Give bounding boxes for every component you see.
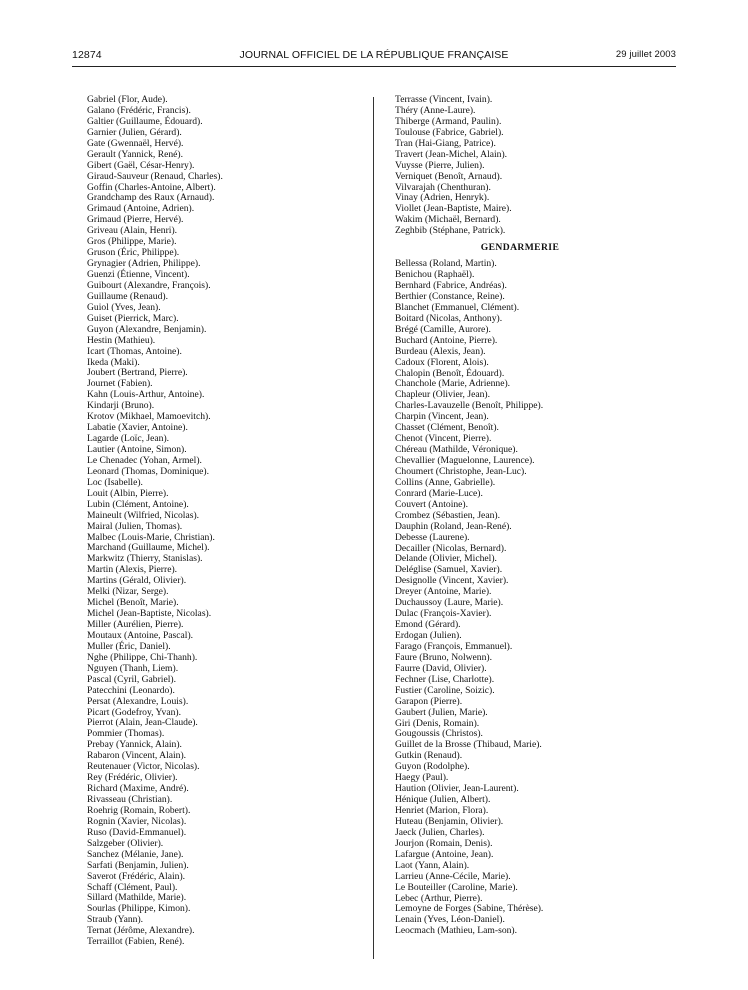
name-entry: Giraud-Sauveur (Renaud, Charles). (87, 170, 223, 182)
right-name-column (395, 95, 685, 937)
name-entry: Pommier (Thomas). (87, 728, 165, 740)
name-entry: Ruso (David-Emmanuel). (87, 826, 187, 838)
name-entry: Melki (Nizar, Serge). (87, 586, 169, 598)
name-entry: Bernhard (Fabrice, Andréas). (395, 280, 507, 292)
name-entry: Duchaussoy (Laure, Marie). (395, 597, 504, 609)
name-entry: Gros (Philippe, Marie). (87, 236, 177, 248)
name-entry: Garnier (Julien, Gérard). (87, 126, 182, 138)
name-entry: Lautier (Antoine, Simon). (87, 444, 187, 455)
name-entry: Tran (Hai-Giang, Patrice). (395, 137, 496, 149)
name-entry: Grimaud (Antoine, Adrien). (87, 203, 195, 215)
name-entry: Reutenauer (Victor, Nicolas). (87, 761, 200, 773)
name-entry: Pascal (Cyril, Gabriel). (87, 673, 176, 685)
name-entry: Dreyer (Antoine, Marie). (395, 586, 492, 598)
name-entry: Rivasseau (Christian). (87, 794, 173, 805)
name-entry: Gougoussis (Christos). (395, 728, 483, 740)
name-entry: Chéreau (Mathilde, Véronique). (395, 444, 518, 456)
name-entry: Travert (Jean-Michel, Alain). (395, 148, 508, 160)
name-entry: Dulac (François-Xavier). (395, 608, 492, 620)
name-entry: Mairal (Julien, Thomas). (87, 520, 183, 532)
name-entry: Conrard (Marie-Luce). (395, 487, 483, 499)
name-entry: Maineult (Wilfried, Nicolas). (87, 509, 200, 521)
name-entry: Deléglise (Samuel, Xavier). (395, 564, 503, 576)
name-entry: Kahn (Louis-Arthur, Antoine). (87, 389, 205, 401)
name-entry: Picart (Godefroy, Yvan). (87, 706, 181, 718)
name-entry: Guiol (Yves, Jean). (87, 301, 161, 313)
name-entry: Decailler (Nicolas, Bernard). (395, 542, 507, 554)
name-entry: Sarfati (Benjamin, Julien). (87, 859, 189, 871)
name-entry: Chapleur (Olivier, Jean). (395, 389, 490, 401)
name-entry: Leonard (Thomas, Dominique). (87, 465, 210, 477)
name-entry: Faure (Bruno, Nolwenn). (395, 651, 492, 663)
name-entry: Designolle (Vincent, Xavier). (395, 575, 509, 587)
name-entry: Guillet de la Brosse (Thibaud, Marie). (395, 739, 542, 751)
name-entry: Crombez (Sébastien, Jean). (395, 509, 500, 521)
section-heading-gendarmerie: GENDARMERIE (480, 242, 560, 254)
name-entry: Gaubert (Julien, Marie). (395, 706, 488, 718)
name-entry: Sanchez (Mélanie, Jane). (87, 848, 184, 860)
name-entry: Schaff (Clément, Paul). (87, 881, 178, 893)
name-entry: Kindarji (Bruno). (87, 400, 155, 412)
name-entry: Gate (Gwennaël, Hervé). (87, 137, 184, 149)
name-entry: Rey (Frédéric, Olivier). (87, 772, 178, 784)
name-entry: Galano (Frédéric, Francis). (87, 104, 191, 116)
name-entry: Larrieu (Anne-Cécile, Marie). (395, 870, 511, 882)
name-entry: Wakim (Michaël, Bernard). (395, 214, 501, 226)
name-entry: Chevallier (Maguelonne, Laurence). (395, 455, 535, 467)
name-entry: Chanchole (Marie, Adrienne). (395, 378, 511, 390)
name-entry: Persat (Alexandre, Louis). (87, 695, 189, 707)
name-entry: Sourlas (Philippe, Kimon). (87, 903, 191, 915)
name-entry: Laot (Yann, Alain). (395, 859, 470, 871)
name-entry: Roehrig (Romain, Robert). (87, 804, 191, 816)
name-entry: Guyon (Alexandre, Benjamin). (87, 323, 207, 335)
name-entry: Galtier (Guillaume, Édouard). (87, 115, 203, 127)
name-entry: Faurre (David, Olivier). (395, 662, 487, 674)
name-entry: Haution (Olivier, Jean-Laurent). (395, 783, 519, 795)
name-entry: Farago (François, Emmanuel). (395, 640, 513, 652)
name-entry: Markwitz (Thierry, Stanislas). (87, 553, 203, 565)
name-entry: Charles-Lavauzelle (Benoît, Philippe). (395, 400, 544, 412)
name-entry: Michel (Jean-Baptiste, Nicolas). (87, 608, 212, 620)
name-entry: Sillard (Mathilde, Marie). (87, 892, 187, 904)
name-entry: Straub (Yann). (87, 914, 144, 926)
name-entry: Ternat (Jérôme, Alexandre). (87, 925, 195, 937)
name-entry: Richard (Maxime, André). (87, 783, 189, 795)
header-rule (72, 66, 676, 67)
name-entry: Dauphin (Roland, Jean-René). (395, 520, 512, 532)
name-entry: Miller (Aurélien, Pierre). (87, 619, 184, 630)
name-entry: Journet (Fabien). (87, 378, 153, 390)
name-entry: Vuysse (Pierre, Julien). (395, 159, 485, 171)
name-entry: Salzgeber (Olivier). (87, 837, 164, 849)
name-entry: Garapon (Pierre). (395, 695, 463, 707)
name-entry: Lubin (Clément, Antoine). (87, 498, 189, 510)
name-entry: Gibert (Gaël, César-Henry). (87, 159, 195, 171)
page-header (72, 49, 676, 63)
name-entry: Loc (Isabelle). (87, 476, 143, 488)
name-entry: Giri (Denis, Romain). (395, 717, 480, 729)
name-entry: Guenzi (Étienne, Vincent). (87, 269, 190, 280)
name-entry: Labatie (Xavier, Antoine). (87, 422, 188, 434)
name-entry: Fustier (Caroline, Soizic). (395, 684, 495, 696)
name-entry: Gutkin (Renaud). (395, 750, 463, 762)
name-entry: Boitard (Nicolas, Anthony). (395, 312, 503, 324)
name-entry: Bellessa (Roland, Martin). (395, 258, 497, 270)
name-entry: Malbec (Louis-Marie, Christian). (87, 531, 215, 543)
name-entry: Benichou (Raphaël). (395, 269, 475, 281)
name-entry: Muller (Éric, Daniel). (87, 640, 171, 652)
name-entry: Brégé (Camille, Aurore). (395, 323, 491, 335)
name-entry: Prebay (Yannick, Alain). (87, 739, 182, 751)
name-entry: Gerault (Yannick, René). (87, 148, 184, 160)
name-entry: Moutaux (Antoine, Pascal). (87, 629, 194, 641)
name-entry: Rognin (Xavier, Nicolas). (87, 815, 187, 827)
name-entry: Collins (Anne, Gabrielle). (395, 476, 496, 488)
name-entry: Lebec (Arthur, Pierre). (395, 892, 483, 904)
name-entry: Joubert (Bertrand, Pierre). (87, 367, 188, 379)
name-entry: Debesse (Laurene). (395, 531, 470, 543)
name-entry: Grynagier (Adrien, Philippe). (87, 258, 201, 270)
page-number: 12874 (72, 49, 102, 61)
name-entry: Nguyen (Thanh, Liem). (87, 662, 179, 674)
name-entry: Vilvarajah (Chenthuran). (395, 181, 491, 193)
name-entry: Rabaron (Vincent, Alain). (87, 750, 187, 762)
name-entry: Emond (Gérard). (395, 619, 461, 631)
name-entry: Erdogan (Julien). (395, 630, 462, 642)
name-entry: Ikeda (Maki). (87, 356, 140, 368)
name-entry: Goffin (Charles-Antoine, Albert). (87, 181, 216, 193)
name-entry: Le Bouteiller (Caroline, Marie). (395, 881, 518, 893)
name-entry: Saverot (Frédéric, Alain). (87, 870, 186, 882)
name-entry: Nghe (Philippe, Chi-Thanh). (87, 651, 198, 663)
name-entry: Terrasse (Vincent, Ivain). (395, 94, 493, 105)
name-entry: Chenot (Vincent, Pierre). (395, 433, 492, 445)
name-entry: Martins (Gérald, Olivier). (87, 575, 187, 587)
name-entry: Terraillot (Fabien, René). (87, 936, 185, 948)
name-entry: Zeghbib (Stéphane, Patrick). (395, 225, 506, 237)
name-entry: Krotov (Mikhael, Mamoevitch). (87, 411, 211, 423)
name-entry: Burdeau (Alexis, Jean). (395, 345, 486, 357)
name-entry: Lemoyne de Forges (Sabine, Thérèse). (395, 903, 544, 915)
name-entry: Buchard (Antoine, Pierre). (395, 334, 498, 346)
name-entry: Louit (Albin, Pierre). (87, 487, 169, 499)
name-entry: Blanchet (Emmanuel, Clément). (395, 301, 520, 313)
name-entry: Griveau (Alain, Henri). (87, 225, 178, 237)
name-entry: Lenain (Yves, Léon-Daniel). (395, 914, 505, 926)
name-entry: Martin (Alexis, Pierre). (87, 564, 178, 576)
name-entry: Henriet (Marion, Flora). (395, 805, 489, 817)
name-entry: Guibourt (Alexandre, François). (87, 279, 211, 291)
name-entry: Gabriel (Flor, Aude). (87, 94, 168, 105)
right-column-gendarmerie-list (395, 259, 685, 937)
publication-date: 29 juillet 2003 (615, 49, 676, 60)
name-entry: Hestin (Mathieu). (87, 334, 156, 346)
name-entry: Fechner (Lise, Charlotte). (395, 673, 495, 685)
name-entry: Haegy (Paul). (395, 772, 449, 784)
name-entry: Couvert (Antoine). (395, 498, 469, 510)
name-entry: Hénique (Julien, Albert). (395, 794, 491, 806)
name-entry: Patecchini (Leonardo). (87, 684, 175, 696)
name-entry: Le Chenadec (Yohan, Armel). (87, 454, 202, 466)
name-entry: Verniquet (Benoît, Arnaud). (395, 170, 503, 182)
name-entry: Marchand (Guillaume, Michel). (87, 542, 210, 554)
name-entry: Leocmach (Mathieu, Lam-son). (395, 925, 518, 937)
name-entry: Thiberge (Armand, Paulin). (395, 115, 502, 127)
column-divider (373, 97, 374, 959)
name-entry: Toulouse (Fabrice, Gabriel). (395, 126, 504, 138)
name-entry: Delande (Olivier, Michel). (395, 553, 497, 565)
name-entry: Michel (Benoît, Marie). (87, 597, 179, 609)
name-entry: Guyon (Rodolphe). (395, 761, 470, 773)
name-entry: Gruson (Éric, Philippe). (87, 247, 180, 259)
name-entry: Lagarde (Loïc, Jean). (87, 433, 170, 445)
name-entry: Lafargue (Antoine, Jean). (395, 848, 494, 860)
name-entry: Charpin (Vincent, Jean). (395, 411, 489, 423)
name-entry: Chasset (Clément, Benoît). (395, 422, 499, 434)
name-entry: Choumert (Christophe, Jean-Luc). (395, 465, 527, 477)
name-entry: Huteau (Benjamin, Olivier). (395, 815, 504, 827)
name-entry: Vinay (Adrien, Henryk). (395, 192, 490, 204)
name-entry: Icart (Thomas, Antoine). (87, 345, 182, 357)
name-entry: Pierrot (Alain, Jean-Claude). (87, 717, 198, 729)
name-entry: Théry (Anne-Laure). (395, 104, 476, 116)
name-entry: Grimaud (Pierre, Hervé). (87, 214, 184, 226)
name-entry: Guiset (Pierrick, Marc). (87, 312, 179, 324)
left-name-column (87, 95, 362, 948)
name-entry: Viollet (Jean-Baptiste, Maire). (395, 203, 512, 215)
name-entry: Chalopin (Benoît, Édouard). (395, 367, 505, 379)
name-entry: Guillaume (Renaud). (87, 290, 168, 302)
name-entry: Jaeck (Julien, Charles). (395, 826, 485, 838)
name-entry: Cadoux (Florent, Alois). (395, 356, 489, 368)
name-entry: Grandchamp des Raux (Arnaud). (87, 192, 215, 204)
name-entry: Jourjon (Romain, Denis). (395, 837, 493, 849)
name-entry: Berthier (Constance, Reine). (395, 290, 505, 302)
journal-title: JOURNAL OFFICIEL DE LA RÉPUBLIQUE FRANÇAISE (239, 49, 509, 61)
right-column-top-list (395, 95, 685, 237)
